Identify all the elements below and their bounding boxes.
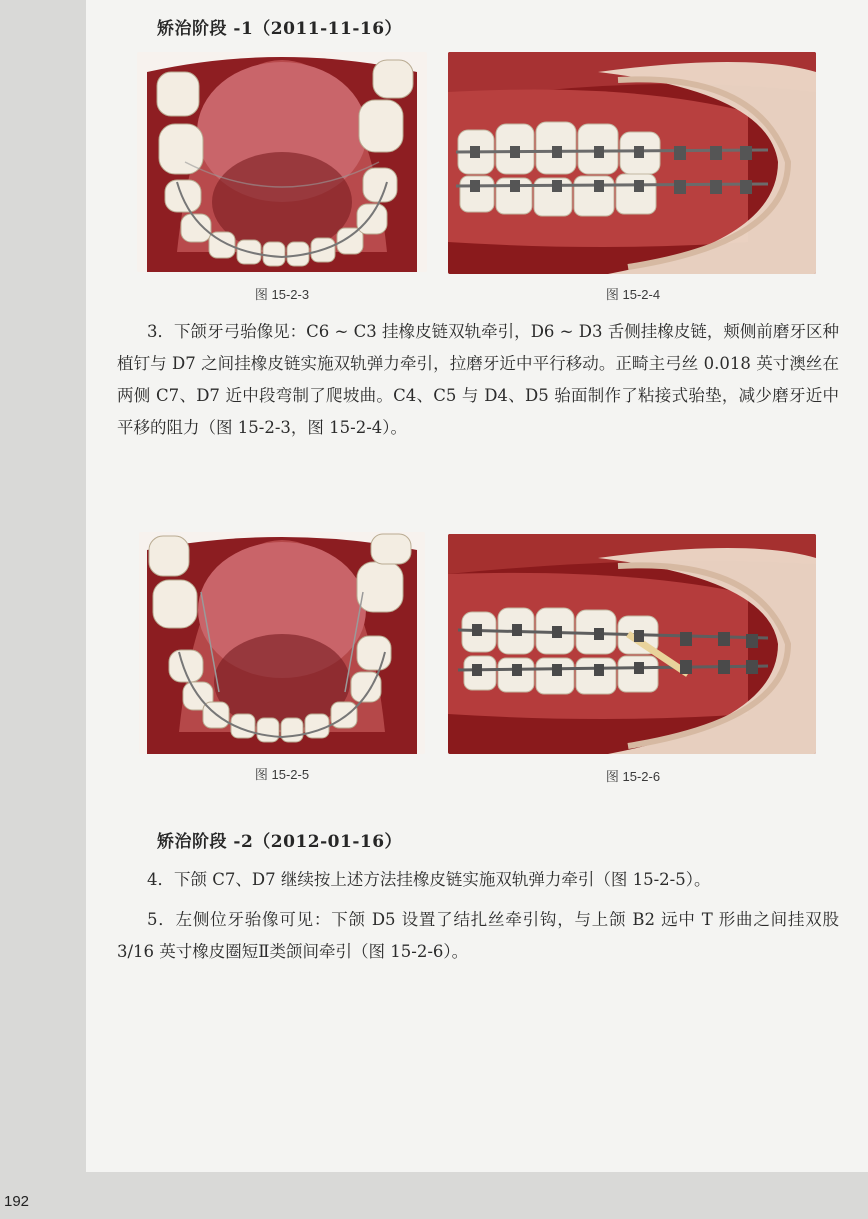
stage-2-heading: 矫治阶段 -2（2012-01-16） (157, 832, 403, 852)
figure-15-2-3-caption: 图 15-2-3 (254, 287, 310, 302)
paragraph-5: 5．左侧位牙骀像可见：下颌 D5 设置了结扎丝牵引钩，与上颌 B2 远中 T 形曲之间挂双股 3/16 英寸橡皮圈短Ⅱ类颌间牵引（图 15-2-6）。 (117, 910, 839, 961)
figure-15-2-5-photo (139, 532, 425, 754)
figure-15-2-4-caption: 图 15-2-4 (605, 287, 661, 302)
figure-15-2-3-photo (137, 52, 427, 272)
figure-15-2-6-caption: 图 15-2-6 (605, 769, 661, 784)
paragraph-4: 4．下颌 C7、D7 继续按上述方法挂橡皮链实施双轨弹力牵引（图 15-2-5）。 (147, 870, 711, 889)
figure-15-2-6-photo (448, 534, 816, 754)
figure-15-2-5-caption: 图 15-2-5 (254, 767, 310, 782)
stage-1-heading: 矫治阶段 -1（2011-11-16） (157, 19, 403, 39)
figure-15-2-4-photo (448, 52, 816, 274)
paragraph-3: 3．下颌牙弓骀像见：C6 ~ C3 挂橡皮链双轨牵引，D6 ~ D3 舌侧挂橡皮链，颊侧前磨牙区种植钉与 D7 之间挂橡皮链实施双轨弹力牵引，拉磨牙近中平行移动。正畸主弓丝 0.018 英寸澳丝在两侧 C7、D7 近中段弯制了爬坡曲。C4、C5 与 D4、D5 骀面制作了粘接式骀垫，减少磨牙近中平移的阻力（图 15-2-3，图 15-2-4）。 (117, 322, 839, 437)
page-number: 192 (4, 1193, 30, 1210)
